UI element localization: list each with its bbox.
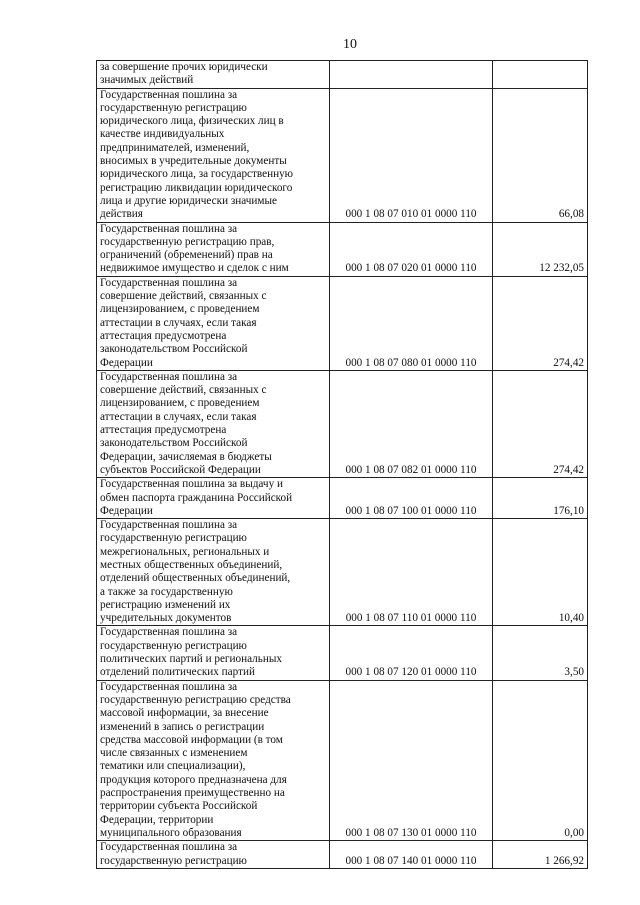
row-budget-code: 000 1 08 07 080 01 0000 110 xyxy=(330,276,493,370)
table-row xyxy=(97,276,588,370)
row-amount: 274,42 xyxy=(493,276,588,370)
row-amount: 1 266,92 xyxy=(493,841,588,869)
table-row xyxy=(97,680,588,841)
row-description: Государственная пошлина за государственную регистрацию политических партий и региональных отделений политических партий xyxy=(97,626,330,680)
row-description: за совершение прочих юридически значимых действий xyxy=(97,61,330,89)
row-description: Государственная пошлина за выдачу и обмен паспорта гражданина Российской Федерации xyxy=(97,478,330,519)
table-row xyxy=(97,370,588,477)
row-amount: 3,50 xyxy=(493,626,588,680)
table-row xyxy=(97,222,588,276)
page-number: 10 xyxy=(343,37,357,52)
row-amount: 66,08 xyxy=(493,88,588,222)
row-amount: 274,42 xyxy=(493,370,588,477)
table-row xyxy=(97,61,588,89)
row-budget-code: 000 1 08 07 082 01 0000 110 xyxy=(330,370,493,477)
row-budget-code: 000 1 08 07 140 01 0000 110 xyxy=(330,841,493,869)
table-row xyxy=(97,519,588,626)
row-budget-code: 000 1 08 07 100 01 0000 110 xyxy=(330,478,493,519)
table-row xyxy=(97,841,588,869)
row-amount: 176,10 xyxy=(493,478,588,519)
budget-revenue-table xyxy=(96,60,588,869)
row-amount: 10,40 xyxy=(493,519,588,626)
row-description: Государственная пошлина за совершение действий, связанных с лицензированием, с проведением аттестации в случаях, если такая аттестация предусмотрена законодательством Российской Федерации, зачисляемая в бюджеты субъектов Российской Федерации xyxy=(97,370,330,477)
row-description: Государственная пошлина за государственную регистрацию межрегиональных, региональных и местных общественных объединений, отделений общественных объединений, а также за государственную регистрацию изменений их учредительных документов xyxy=(97,519,330,626)
row-description: Государственная пошлина за государственную регистрацию юридического лица, физических лиц в качестве индивидуальных предпринимателей, изменений, вносимых в учредительные документы юридического лица, за государственную регистрацию ликвидации юридического лица и другие юридически значимые действия xyxy=(97,88,330,222)
table-row xyxy=(97,88,588,222)
row-budget-code: 000 1 08 07 110 01 0000 110 xyxy=(330,519,493,626)
table-row xyxy=(97,478,588,519)
row-description: Государственная пошлина за государственную регистрацию прав, ограничений (обременений) прав на недвижимое имущество и сделок с ним xyxy=(97,222,330,276)
row-amount: 12 232,05 xyxy=(493,222,588,276)
table-row xyxy=(97,626,588,680)
row-amount: 0,00 xyxy=(493,680,588,841)
row-budget-code: 000 1 08 07 020 01 0000 110 xyxy=(330,222,493,276)
row-description: Государственная пошлина за государственную регистрацию xyxy=(97,841,330,869)
row-description: Государственная пошлина за государственную регистрацию средства массовой информации, за внесение изменений в запись о регистрации средства массовой информации (в том числе связанных с изменением тематики или специализации), продукция которого предназначена для распространения преимущественно на территории субъекта Российской Федерации, территории муниципального образования xyxy=(97,680,330,841)
row-description: Государственная пошлина за совершение действий, связанных с лицензированием, с проведением аттестации в случаях, если такая аттестация предусмотрена законодательством Российской Федерации xyxy=(97,276,330,370)
row-budget-code: 000 1 08 07 010 01 0000 110 xyxy=(330,88,493,222)
row-budget-code xyxy=(330,61,493,89)
row-budget-code: 000 1 08 07 130 01 0000 110 xyxy=(330,680,493,841)
row-budget-code: 000 1 08 07 120 01 0000 110 xyxy=(330,626,493,680)
row-amount xyxy=(493,61,588,89)
